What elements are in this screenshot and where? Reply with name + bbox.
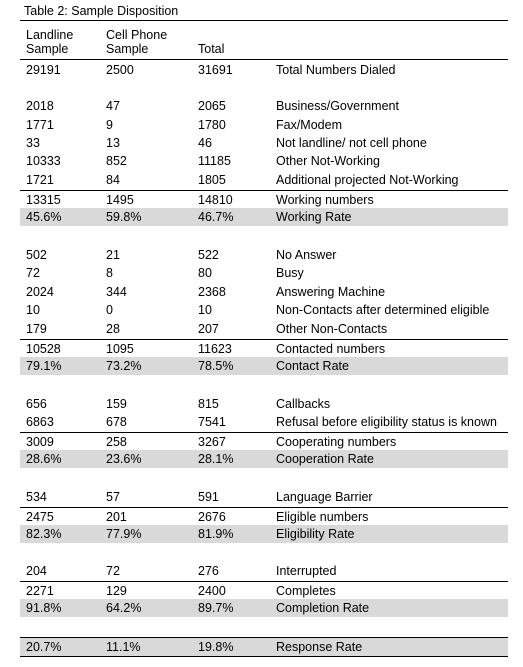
header-landline-line2: Sample (26, 42, 69, 56)
cell-label: Working Rate (276, 210, 352, 224)
cell-total: 80 (198, 266, 212, 280)
cell-cell: 1095 (106, 342, 134, 356)
cell-landline: 656 (26, 397, 47, 411)
cell-cell: 159 (106, 397, 127, 411)
header-bottom-rule (20, 59, 508, 60)
cell-label: Callbacks (276, 397, 331, 411)
table-row (20, 301, 508, 319)
cell-label: Answering Machine (276, 285, 386, 299)
cell-label: Response Rate (276, 640, 363, 654)
cell-landline: 1771 (26, 118, 54, 132)
cell-total: 46.7% (198, 210, 234, 224)
cell-landline: 28.6% (26, 452, 62, 466)
cell-cell: 201 (106, 510, 127, 524)
table-row (20, 637, 508, 656)
cell-total: 2065 (198, 99, 226, 113)
cell-label: Business/Government (276, 99, 399, 113)
cell-landline: 204 (26, 564, 47, 578)
table-row (20, 488, 508, 506)
header-cell (106, 28, 167, 56)
cell-label: Eligibility Rate (276, 527, 355, 541)
cell-total: 7541 (198, 415, 226, 429)
cell-total: 78.5% (198, 359, 234, 373)
cell-cell: 64.2% (106, 601, 142, 615)
table-row (20, 171, 508, 189)
cell-total: 11623 (198, 342, 232, 356)
cell-total: 815 (198, 397, 219, 411)
cell-total: 207 (198, 322, 219, 336)
cell-landline: 91.8% (26, 601, 62, 615)
cell-label: Cooperation Rate (276, 452, 374, 466)
cell-total: 3267 (198, 435, 226, 449)
cell-cell: 57 (106, 490, 120, 504)
cell-label: Total Numbers Dialed (276, 63, 396, 77)
table-row (20, 264, 508, 282)
cell-total: 28.1% (198, 452, 234, 466)
cell-label: Completes (276, 584, 336, 598)
table-row (20, 357, 508, 375)
cell-landline: 502 (26, 248, 47, 262)
cell-label: Eligible numbers (276, 510, 369, 524)
cell-cell: 47 (106, 99, 120, 113)
cell-landline: 2475 (26, 510, 54, 524)
cell-label: Additional projected Not-Working (276, 173, 459, 187)
cell-label: Refusal before eligibility status is known (276, 415, 497, 429)
cell-label: Other Non-Contacts (276, 322, 388, 336)
cell-cell: 129 (106, 584, 127, 598)
cell-label: Not landline/ not cell phone (276, 136, 427, 150)
cell-cell: 852 (106, 154, 127, 168)
table-row (20, 208, 508, 226)
table-row (20, 190, 508, 209)
table-row (20, 339, 508, 358)
header-total: Total (198, 42, 225, 56)
table-row (20, 562, 508, 580)
table-row (20, 97, 508, 115)
cell-total: 89.7% (198, 601, 234, 615)
cell-landline: 79.1% (26, 359, 62, 373)
cell-landline: 72 (26, 266, 40, 280)
cell-cell: 2500 (106, 63, 134, 77)
cell-label: Completion Rate (276, 601, 370, 615)
cell-total: 19.8% (198, 640, 234, 654)
cell-cell: 9 (106, 118, 113, 132)
cell-landline: 13315 (26, 193, 61, 207)
cell-label: Other Not-Working (276, 154, 380, 168)
table-row (20, 395, 508, 413)
table-row (20, 320, 508, 338)
cell-label: Busy (276, 266, 304, 280)
table-row (20, 599, 508, 617)
cell-label: Contact Rate (276, 359, 349, 373)
cell-total: 2368 (198, 285, 226, 299)
cell-cell: 23.6% (106, 452, 142, 466)
cell-landline: 10 (26, 303, 40, 317)
cell-total: 522 (198, 248, 219, 262)
cell-total: 591 (198, 490, 219, 504)
table-row (20, 283, 508, 301)
cell-label: Fax/Modem (276, 118, 342, 132)
cell-total: 1780 (198, 118, 226, 132)
cell-label: Non-Contacts after determined eligible (276, 303, 490, 317)
cell-landline: 534 (26, 490, 47, 504)
cell-cell: 1495 (106, 193, 134, 207)
cell-label: Cooperating numbers (276, 435, 397, 449)
cell-landline: 10528 (26, 342, 61, 356)
table-row (20, 413, 508, 431)
cell-total: 46 (198, 136, 212, 150)
cell-cell: 258 (106, 435, 127, 449)
cell-landline: 45.6% (26, 210, 62, 224)
cell-cell: 28 (106, 322, 120, 336)
cell-total: 81.9% (198, 527, 234, 541)
cell-landline: 2018 (26, 99, 54, 113)
cell-landline: 10333 (26, 154, 61, 168)
table-row (20, 134, 508, 152)
cell-label: Working numbers (276, 193, 374, 207)
table-row (20, 246, 508, 264)
table-row (20, 450, 508, 468)
cell-cell: 73.2% (106, 359, 142, 373)
cell-cell: 344 (106, 285, 127, 299)
table-title: Table 2: Sample Disposition (24, 4, 179, 18)
cell-cell: 72 (106, 564, 120, 578)
cell-cell: 0 (106, 303, 113, 317)
cell-cell: 84 (106, 173, 120, 187)
cell-total: 2400 (198, 584, 226, 598)
cell-landline: 1721 (26, 173, 54, 187)
cell-total: 2676 (198, 510, 226, 524)
cell-landline: 3009 (26, 435, 54, 449)
cell-total: 31691 (198, 63, 233, 77)
table-row (20, 581, 508, 600)
cell-total: 10 (198, 303, 212, 317)
cell-label: Language Barrier (276, 490, 373, 504)
table-row (20, 525, 508, 543)
table-row (20, 152, 508, 170)
cell-landline: 20.7% (26, 640, 62, 654)
table-row (20, 61, 508, 79)
cell-total: 276 (198, 564, 219, 578)
cell-cell: 59.8% (106, 210, 142, 224)
table-row (20, 432, 508, 451)
cell-label: No Answer (276, 248, 337, 262)
header-top-rule (20, 20, 508, 21)
cell-cell: 13 (106, 136, 120, 150)
header-landline-line1: Landline (26, 28, 74, 42)
cell-landline: 82.3% (26, 527, 62, 541)
cell-landline: 6863 (26, 415, 54, 429)
cell-total: 1805 (198, 173, 226, 187)
cell-landline: 2271 (26, 584, 54, 598)
cell-cell: 678 (106, 415, 127, 429)
cell-cell: 11.1% (106, 640, 141, 654)
cell-cell: 77.9% (106, 527, 142, 541)
cell-total: 14810 (198, 193, 233, 207)
cell-landline: 179 (26, 322, 47, 336)
header-cell-line1: Cell Phone (106, 28, 168, 42)
cell-label: Contacted numbers (276, 342, 386, 356)
table-bottom-rule (20, 656, 508, 657)
cell-landline: 33 (26, 136, 40, 150)
cell-label: Interrupted (276, 564, 337, 578)
cell-total: 11185 (198, 154, 231, 168)
header-cell-line2: Sample (106, 42, 149, 56)
header-landline (26, 28, 73, 56)
cell-cell: 21 (106, 248, 120, 262)
cell-landline: 2024 (26, 285, 54, 299)
cell-landline: 29191 (26, 63, 61, 77)
table-row (20, 116, 508, 134)
cell-cell: 8 (106, 266, 113, 280)
table-row (20, 507, 508, 526)
